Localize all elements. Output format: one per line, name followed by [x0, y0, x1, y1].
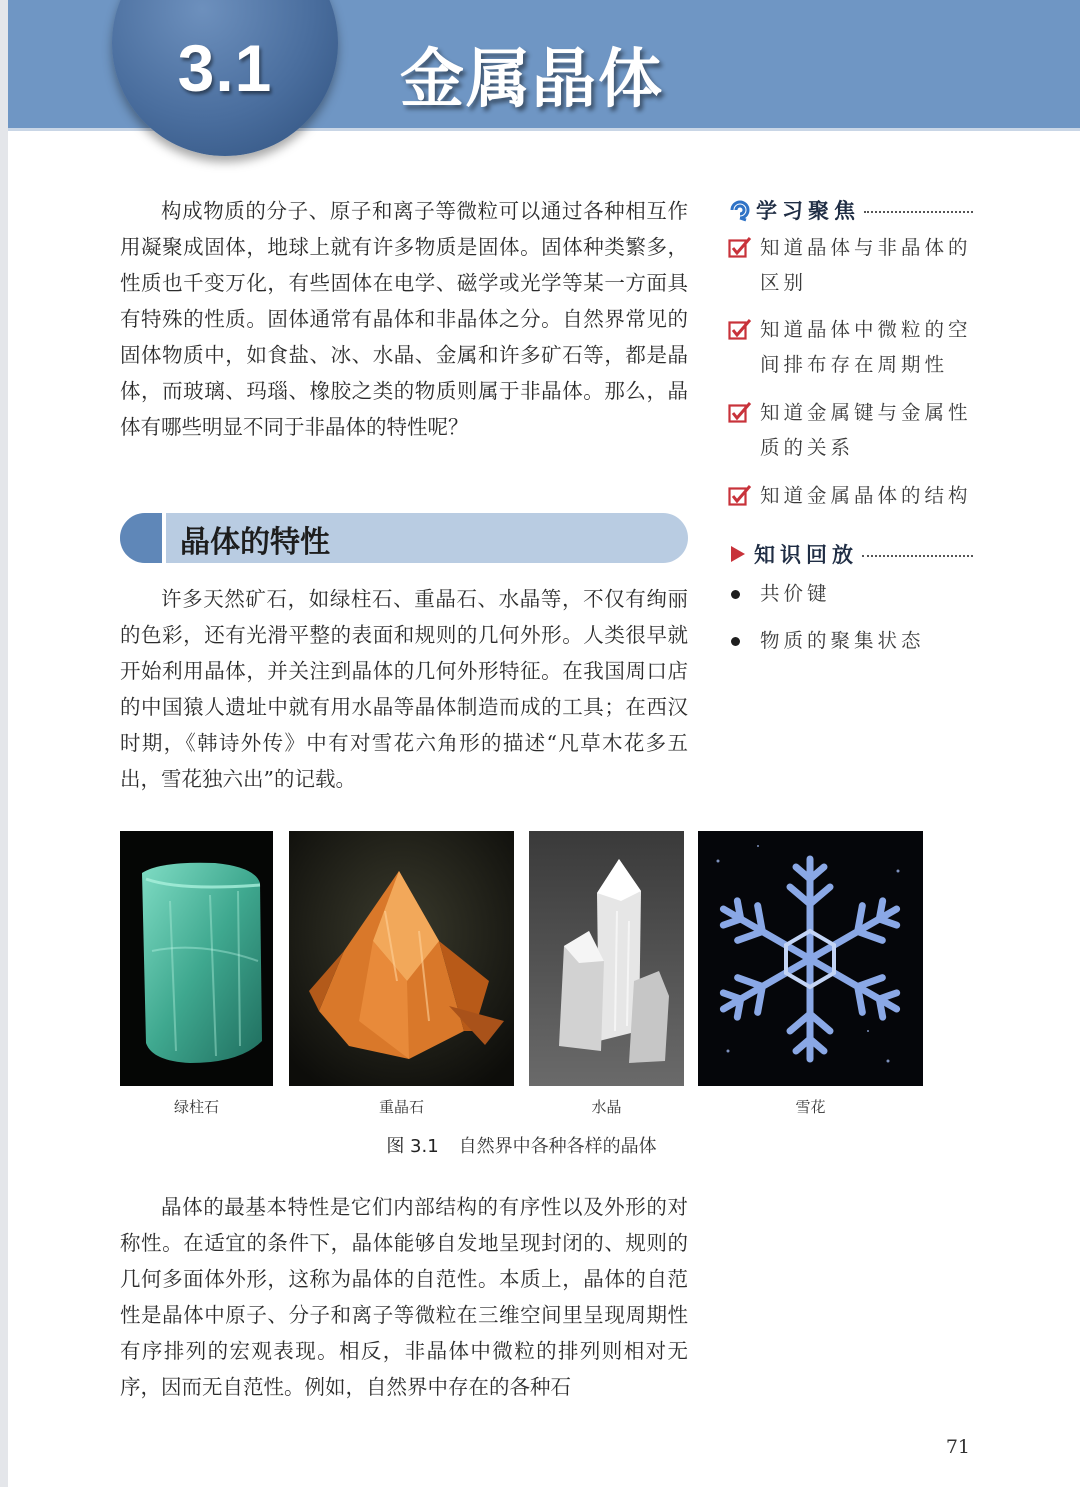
subsection-heading-gap	[162, 513, 166, 563]
learning-goal-text: 知道金属键与金属性质的关系	[760, 401, 972, 459]
learning-goal-item	[728, 230, 973, 300]
subsection-heading-marker	[120, 513, 164, 563]
review-item-text: 共价键	[760, 582, 831, 605]
learning-goal-item	[728, 395, 973, 465]
bullet-icon	[731, 590, 740, 599]
checkbox-check-icon	[728, 483, 752, 507]
figure-caption	[120, 1132, 923, 1158]
learning-focus-title: 学习聚焦	[756, 199, 860, 223]
learning-focus-heading	[728, 194, 973, 226]
quartz-photo	[529, 831, 684, 1086]
snowflake-photo	[698, 831, 923, 1086]
learning-goal-text: 知道晶体中微粒的空间排布存在周期性	[760, 318, 972, 376]
checkbox-check-icon	[728, 235, 752, 259]
figure-number: 图 3.1	[386, 1136, 439, 1157]
photo-caption: 水晶	[591, 1098, 622, 1116]
play-triangle-icon	[728, 544, 748, 564]
paragraph-crystal-properties: 许多天然矿石，如绿柱石、重晶石、水晶等，不仅有绚丽的色彩，还有光滑平整的表面和规则的几何外形。人类很早就开始利用晶体，并关注到晶体的几何外形特征。在我国周口店的中国猿人遗址中就有用水晶等晶体制造而成的工具；在西汉时期，《韩诗外传》中有对雪花六角形的描述“凡草木花多五出，雪花独六出”的记载。	[120, 587, 688, 791]
section-number: 3.1	[177, 31, 273, 105]
review-list-item	[728, 578, 973, 610]
heading-dotted-leader	[862, 555, 973, 557]
subsection-title: 晶体的特性	[180, 525, 330, 560]
learning-goal-text: 知道晶体与非晶体的区别	[760, 236, 972, 294]
paragraph-crystal-nature: 晶体的最基本特性是它们内部结构的有序性以及外形的对称性。在适宜的条件下，晶体能够自发地呈现封闭的、规则的几何多面体外形，这称为晶体的自范性。本质上，晶体的自范性是晶体中原子、分子和离子等微粒在三维空间里呈现周期性有序排列的宏观表现。相反，非晶体中微粒的排列则相对无序，因而无自范性。例如，自然界中存在的各种石	[120, 1195, 688, 1399]
learning-goal-item	[728, 312, 973, 382]
checkbox-check-icon	[728, 317, 752, 341]
learning-goal-text: 知道金属晶体的结构	[760, 484, 972, 507]
barite-photo	[289, 831, 514, 1086]
beryl-photo	[120, 831, 273, 1086]
heading-dotted-leader	[864, 211, 973, 213]
review-list-item	[728, 625, 973, 657]
page-number: 71	[945, 1436, 970, 1458]
swirl-icon	[728, 198, 752, 222]
photo-caption: 绿柱石	[173, 1098, 219, 1116]
review-item-text: 物质的聚集状态	[760, 629, 925, 652]
figure-caption-text: 自然界中各种各样的晶体	[458, 1136, 657, 1157]
knowledge-review-title: 知识回放	[754, 543, 858, 567]
bullet-icon	[731, 637, 740, 646]
learning-goal-item	[728, 478, 973, 513]
chapter-title: 金属晶体	[400, 43, 664, 117]
checkbox-check-icon	[728, 400, 752, 424]
photo-caption: 重晶石	[378, 1098, 424, 1116]
page-edge	[0, 0, 8, 1487]
knowledge-review-heading	[728, 538, 973, 570]
intro-paragraph: 构成物质的分子、原子和离子等微粒可以通过各种相互作用凝聚成固体，地球上就有许多物质是固体。固体种类繁多，性质也千变万化，有些固体在电学、磁学或光学等某一方面具有特殊的性质。固体通常有晶体和非晶体之分。自然界常见的固体物质中，如食盐、冰、水晶、金属和许多矿石等，都是晶体，而玻璃、玛瑙、橡胶之类的物质则属于非晶体。那么，晶体有哪些明显不同于非晶体的特性呢？	[120, 199, 688, 439]
photo-caption: 雪花	[795, 1098, 826, 1116]
